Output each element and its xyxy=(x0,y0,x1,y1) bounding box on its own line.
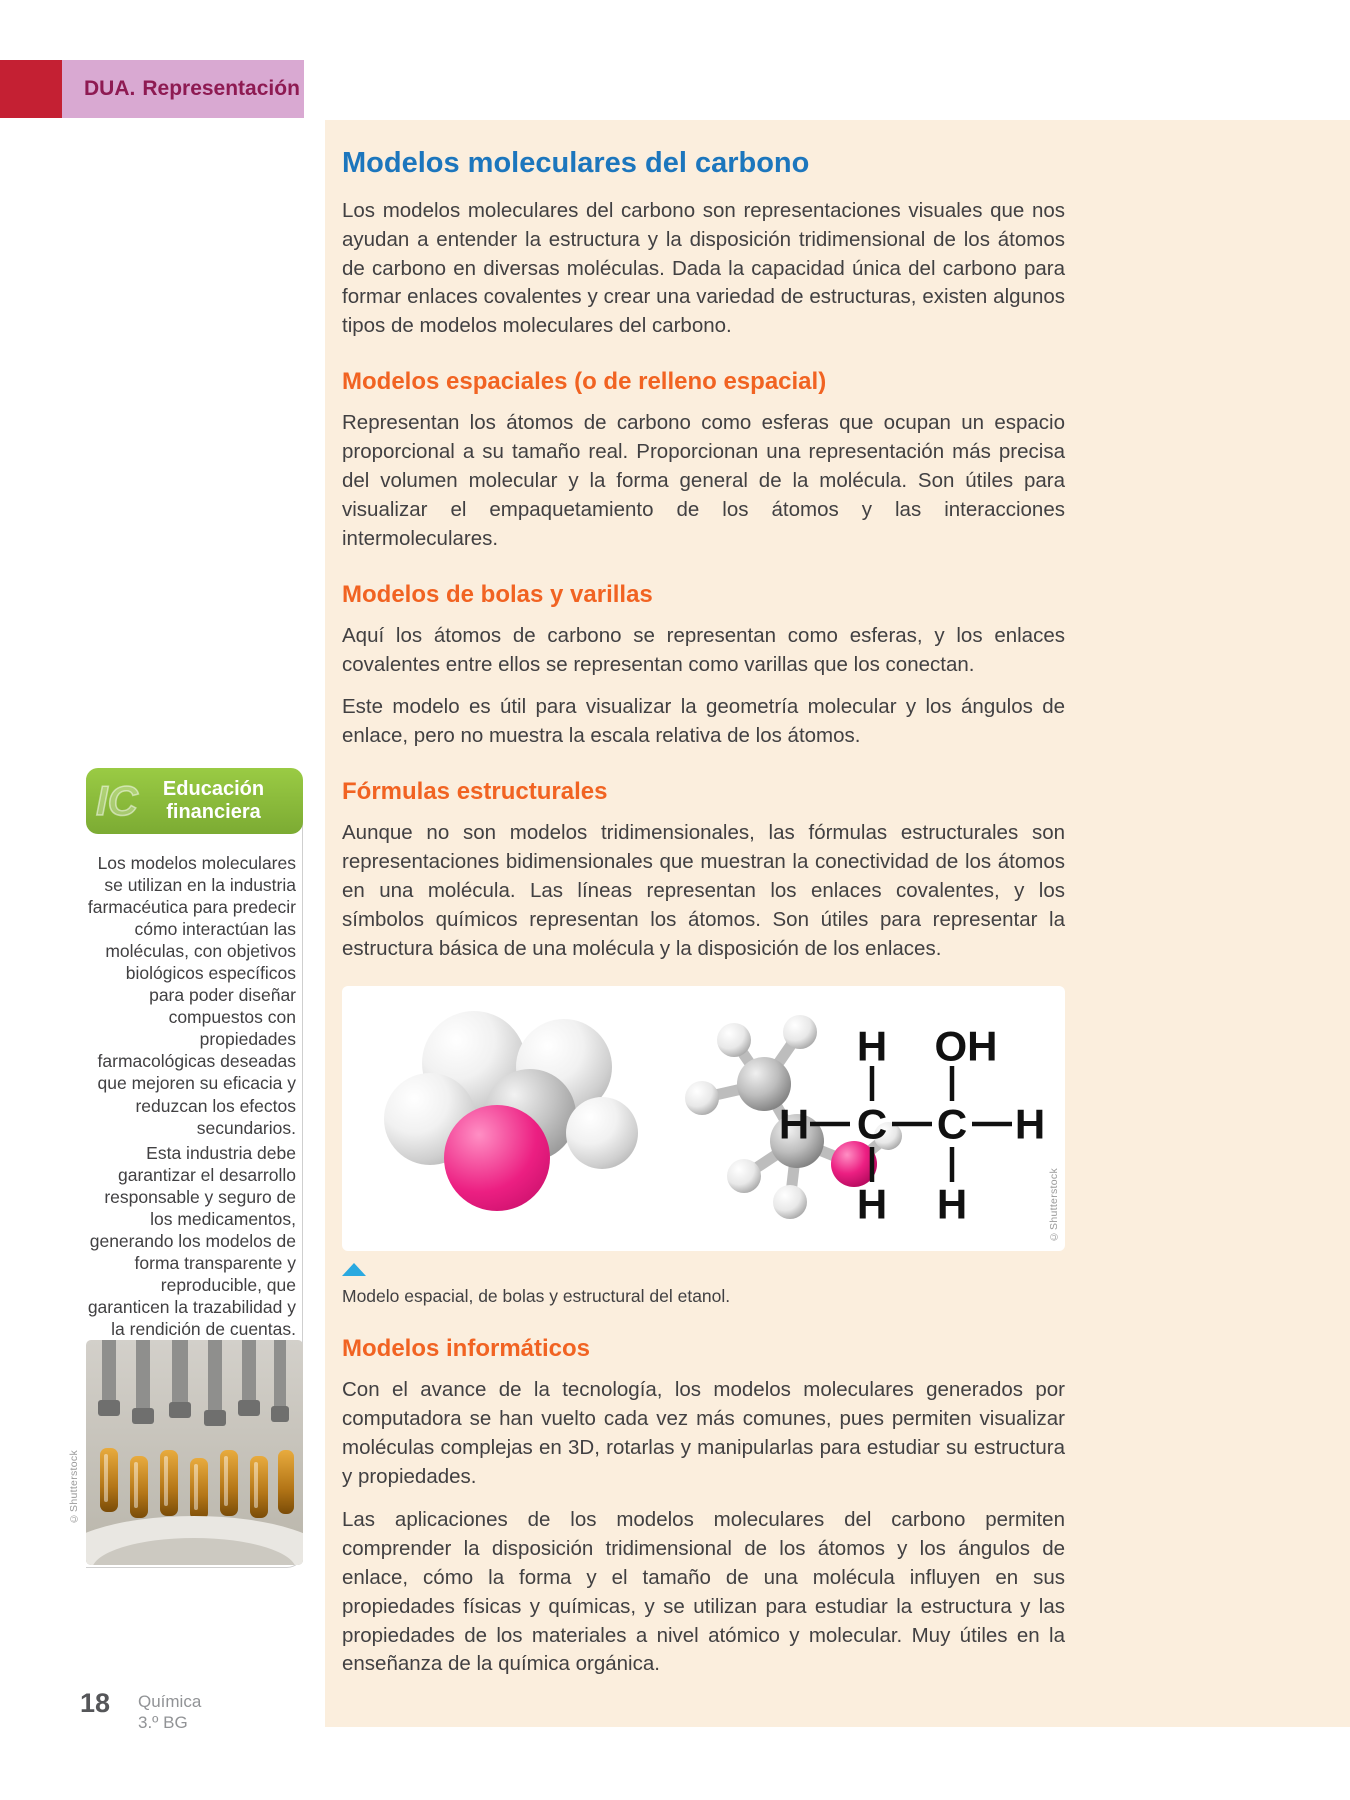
section-informaticos-paragraph-1: Con el avance de la tecnología, los modelos moleculares generados por computadora se han vuelto cada vez más comunes, pues permiten visualizar moléculas complejas en 3D, rotarlas y manipularlas para estudiar su estructura y propiedades. xyxy=(342,1378,1065,1489)
section-heading-bolas-varillas: Modelos de bolas y varillas xyxy=(342,580,653,608)
section-informaticos-paragraph-2: Las aplicaciones de los modelos moleculares del carbono permiten comprender la disposición tridimensional de los átomos y los ángulos de enlace, cómo la forma y el tamaño de una molécula influyen en sus propiedades físicas y químicas, y se utilizan para estudiar la estructura y las propiedades de los materiales a nivel atómico y molecular. Muy útiles en la enseñanza de la química orgánica. xyxy=(342,1507,1065,1676)
h-bottom1-label: H xyxy=(856,1180,888,1228)
tag-line-2: financiera xyxy=(166,801,261,823)
h-right-label: H xyxy=(1014,1100,1046,1148)
oh-label: OH xyxy=(934,1022,998,1070)
pharma-photo-art xyxy=(86,1340,303,1565)
educacion-financiera-label xyxy=(138,778,289,824)
educacion-financiera-box xyxy=(86,768,303,834)
section-espaciales-paragraph: Representan los átomos de carbono como esferas que ocupan un espacio proporcional a su tamaño real. Proporcionan una representación más precisa del volumen molecular y la forma general de la molécula. Son útiles para visualizar el empaquetamiento de los átomos y las interacciones intermoleculares. xyxy=(342,411,1065,550)
figure-caption: Modelo espacial, de bolas y estructural del etanol. xyxy=(342,1285,731,1306)
section-bolas-paragraph-2: Este modelo es útil para visualizar la geometría molecular y los ángulos de enlace, pero no muestra la escala relativa de los átomos. xyxy=(342,695,1065,748)
h-top-label: H xyxy=(856,1022,888,1070)
tag-line-1: Educación xyxy=(162,778,265,800)
photo-credit: ©Shutterstock xyxy=(68,1450,80,1525)
ethanol-models-figure xyxy=(342,986,1065,1251)
page-number: 18 xyxy=(80,1688,111,1718)
structural-formula xyxy=(770,1004,1050,1232)
dua-banner xyxy=(62,60,304,118)
footer-subject: Química xyxy=(138,1692,202,1711)
sidebar-paragraph-1: Los modelos moleculares se utilizan en la industria farmacéutica para predecir cómo interactúan las moléculas, con objetivos biológicos específicos para poder diseñar compuestos con propiedades farmacológicas deseadas que mejoren su eficacia y reduzcan los efectos secundarios. xyxy=(87,853,296,1138)
space-filling-model xyxy=(384,1011,664,1226)
sidebar-paragraph-2: Esta industria debe garantizar el desarrollo responsable y seguro de los medicamentos, generando los modelos de forma transparente y reproducible, que garanticen la trazabilidad y la rendición de cuentas. xyxy=(87,1142,296,1339)
dua-banner-text: Representación xyxy=(142,77,300,100)
collection-logo: IC xyxy=(96,777,138,824)
red-accent-block xyxy=(0,60,62,118)
page-title: Modelos moleculares del carbono xyxy=(342,147,810,179)
formula-bonds xyxy=(810,1066,1012,1182)
section-bolas-paragraph-1: Aquí los átomos de carbono se representan como esferas, y los enlaces covalentes entre ellos se representan como varillas que los conectan. xyxy=(342,623,1065,676)
section-heading-informaticos: Modelos informáticos xyxy=(342,1335,591,1363)
sidebar-text xyxy=(86,852,296,1343)
caption-triangle-icon xyxy=(342,1263,366,1276)
intro-paragraph: Los modelos moleculares del carbono son representaciones visuales que nos ayudan a entender la estructura y la disposición tridimensional de los átomos de carbono en diversas moléculas. Dada la capacidad única del carbono para formar enlaces covalentes y crear una variedad de estructuras, existen algunos tipos de modelos moleculares del carbono. xyxy=(342,198,1065,338)
oxygen-sphere xyxy=(444,1105,550,1211)
pharma-photo xyxy=(86,1340,303,1565)
section-formulas-paragraph: Aunque no son modelos tridimensionales, las fórmulas estructurales son representaciones bidimensionales que muestran la conectividad de los átomos en una molécula. Las líneas representan los enlaces covalentes, y los símbolos químicos representan los átomos. Son útiles para representar la estructura básica de una molécula y la disposición de los enlaces. xyxy=(342,821,1065,960)
h-left-label: H xyxy=(778,1100,810,1148)
footer-meta xyxy=(138,1692,201,1733)
c1-label: C xyxy=(856,1100,888,1148)
article-column xyxy=(342,146,1065,1679)
figure-credit: ©Shutterstock xyxy=(1048,1168,1061,1243)
h-bottom2-label: H xyxy=(936,1180,968,1228)
main-content-panel xyxy=(325,120,1350,1727)
hydrogen-sphere xyxy=(566,1097,638,1169)
section-heading-formulas: Fórmulas estructurales xyxy=(342,778,608,806)
footer-grade: 3.º BG xyxy=(138,1712,188,1732)
c2-label: C xyxy=(936,1100,968,1148)
dua-label: DUA. xyxy=(84,77,136,100)
section-heading-espaciales: Modelos espaciales (o de relleno espacial) xyxy=(342,368,827,396)
